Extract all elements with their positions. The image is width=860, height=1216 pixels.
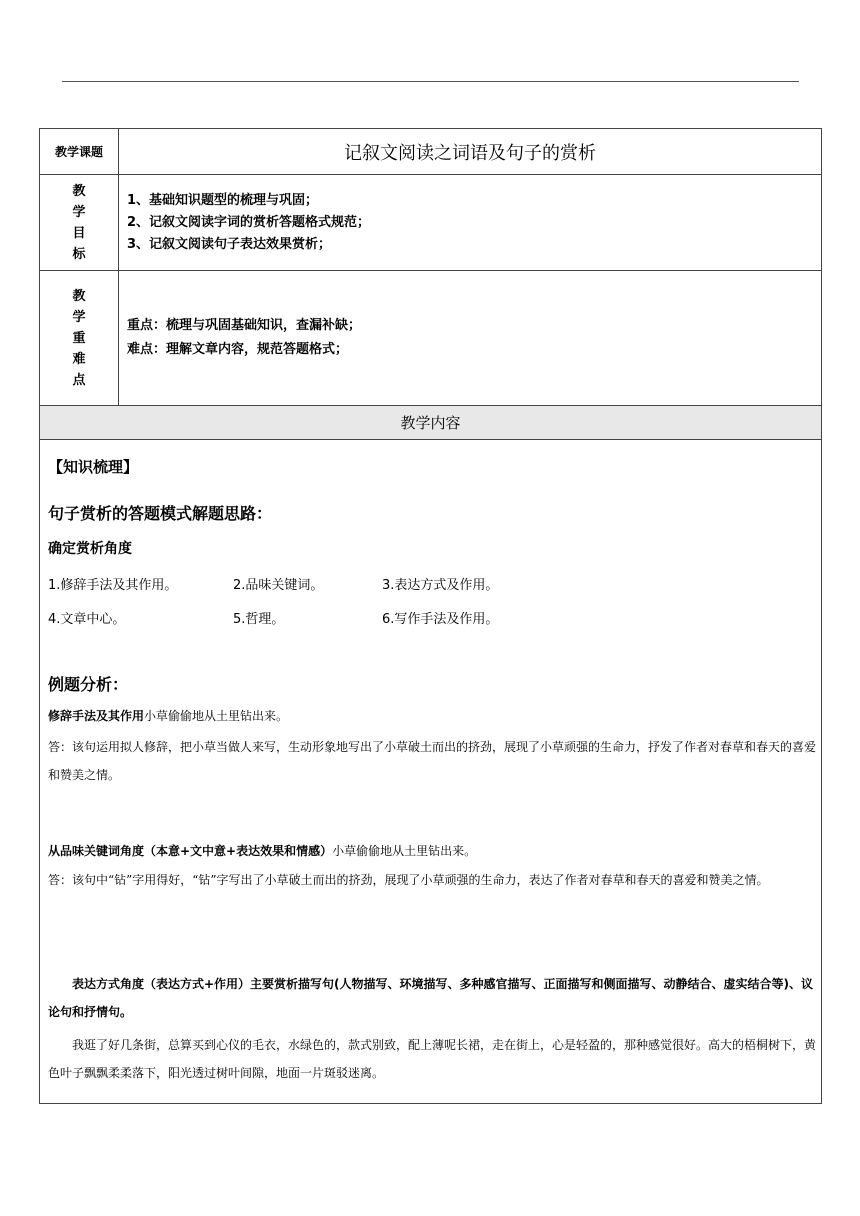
course-title: 记叙文阅读之词语及句子的赏析 <box>119 129 822 175</box>
content-heading: 教学内容 <box>40 406 822 440</box>
example-3-angle <box>48 970 816 1026</box>
example-3-angle-text: 表达方式角度（表达方式+作用）主要赏析描写句(人物描写、环境描写、多种感官描写、正面描写和侧面描写、动静结合、虚实结合等)、议论句和抒情句。 <box>48 977 814 1019</box>
topic-row <box>40 129 822 175</box>
key-point: 重点：梳理与巩固基础知识，查漏补缺； <box>127 318 362 333</box>
keys-cell <box>119 271 822 406</box>
pattern-heading: 句子赏析的答题模式解题思路： <box>48 504 273 523</box>
section-head-row <box>40 406 822 440</box>
example-2 <box>48 837 816 865</box>
angle-item: 6.写作手法及作用。 <box>382 612 499 627</box>
angle-item: 3.表达方式及作用。 <box>382 578 499 593</box>
keys-label-char: 难 <box>72 351 86 367</box>
goals-cell <box>119 175 822 271</box>
angle-item: 4.文章中心。 <box>48 612 126 627</box>
goal-item: 2、记叙文阅读字词的赏析答题格式规范； <box>127 214 371 230</box>
example-2-angle: 从品味关键词角度（本意+文中意+表达效果和情感） <box>48 844 333 858</box>
example-1-answer: 答：该句运用拟人修辞，把小草当做人来写，生动形象地写出了小草破土而出的挤劲，展现了小草顽强的生命力，抒发了作者对春草和春天的喜爱和赞美之情。 <box>48 740 817 782</box>
keys-label-char: 重 <box>72 330 86 346</box>
lesson-plan-table <box>39 128 822 1104</box>
example-2-sentence: 小草偷偷地从土里钻出来。 <box>332 844 477 858</box>
example-2-answer: 答：该句中“钻”字用得好，“钻”字写出了小草破土而出的挤劲，展现了小草顽强的生命力，表达了作者对春草和春天的喜爱和赞美之情。 <box>48 873 769 887</box>
angle-heading: 确定赏析角度 <box>48 541 132 557</box>
angle-item: 5.哲理。 <box>233 612 285 627</box>
goals-label-char: 目 <box>72 225 86 241</box>
header-rule <box>62 81 799 82</box>
keys-label-char: 点 <box>72 372 86 388</box>
topic-label: 教学课题 <box>40 129 119 175</box>
example-heading: 例题分析： <box>48 675 129 694</box>
example-1-angle: 修辞手法及其作用 <box>48 709 145 723</box>
angle-item: 1.修辞手法及其作用。 <box>48 578 178 593</box>
content-cell <box>40 440 822 1104</box>
knowledge-heading: 【知识梳理】 <box>48 458 139 476</box>
key-point: 难点：理解文章内容，规范答题格式； <box>127 342 349 357</box>
content-body <box>40 440 821 1103</box>
goals-row <box>40 175 822 271</box>
goal-item: 1、基础知识题型的梳理与巩固； <box>127 192 319 208</box>
keys-label-char: 教 <box>72 288 86 304</box>
goals-label-char: 标 <box>72 246 86 262</box>
keys-row <box>40 271 822 406</box>
example-3-text: 我逛了好几条街，总算买到心仪的毛衣，水绿色的，款式别致，配上薄呢长裙，走在街上，心是轻盈的，那种感觉很好。高大的梧桐树下，黄色叶子飘飘柔柔落下，阳光透过树叶间隙，地面一片斑驳迷离。 <box>48 1038 817 1080</box>
content-row <box>40 440 822 1104</box>
angle-item: 2.品味关键词。 <box>233 578 324 593</box>
example-1 <box>48 702 816 730</box>
example-1-sentence: 小草偷偷地从土里钻出来。 <box>144 709 289 723</box>
goals-label-char: 教 <box>72 183 86 199</box>
keys-label-char: 学 <box>72 309 86 325</box>
goals-label-char: 学 <box>72 204 86 220</box>
goal-item: 3、记叙文阅读句子表达效果赏析； <box>127 236 332 252</box>
goals-label <box>40 175 119 271</box>
keys-label <box>40 271 119 406</box>
